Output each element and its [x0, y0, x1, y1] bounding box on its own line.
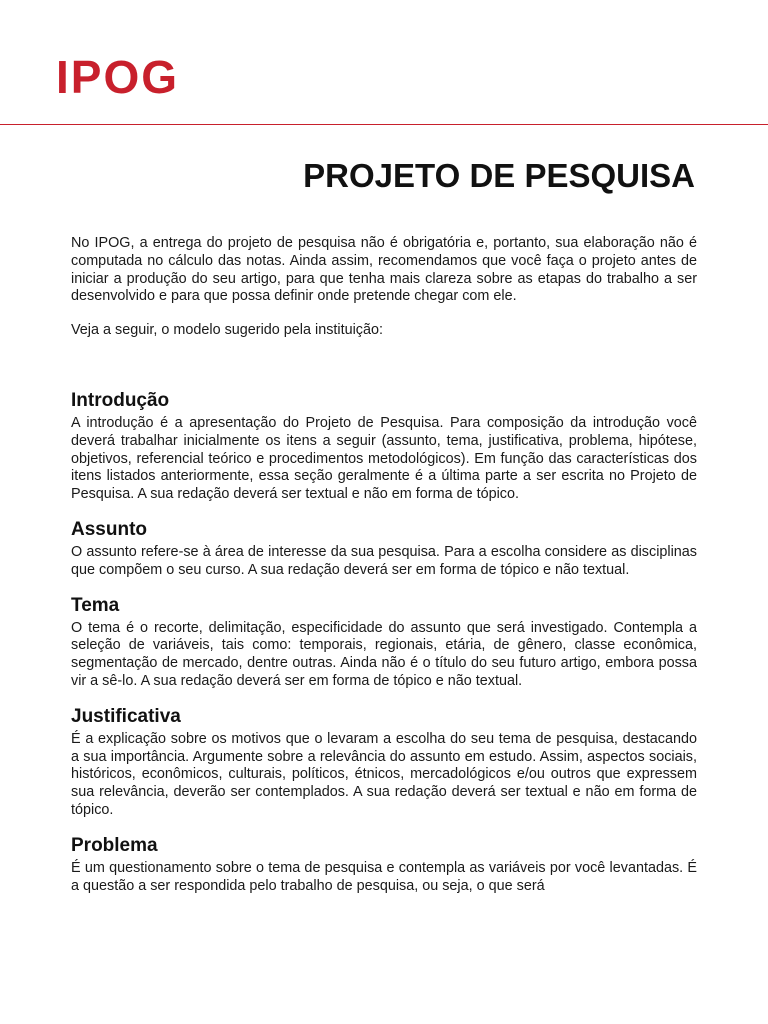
intro-paragraph-1: No IPOG, a entrega do projeto de pesquisa não é obrigatória e, portanto, sua elaboração não é computada no cálculo das notas. Ainda assim, recomendamos que você faça o projeto antes de iniciar a produção do seu artigo, para que tenha mais clareza sobre as etapas do trabalho a ser desenvolvido e para que possa definir onde pretende chegar com ele.: [71, 235, 697, 305]
document-title: PROJETO DE PESQUISA: [303, 157, 695, 194]
ipog-logo: IPOG: [56, 51, 180, 103]
section-heading-introducao: Introdução: [71, 389, 170, 411]
section-heading-justificativa: Justificativa: [71, 705, 181, 727]
section-body-introducao: A introdução é a apresentação do Projeto de Pesquisa. Para composição da introdução você deverá trabalhar inicialmente os itens a seguir (assunto, tema, justificativa, problema, hipótese, objetivos, referencial teórico e procedimentos metodológicos). Em função das características dos itens listados anteriormente, essa seção geralmente é a última parte a ser escrita no Projeto de Pesquisa. A sua redação deverá ser textual e não em forma de tópico.: [71, 414, 697, 503]
section-heading-problema: Problema: [71, 834, 158, 856]
document-body: [71, 235, 697, 895]
header-divider: [0, 124, 768, 125]
intro-paragraph-2: Veja a seguir, o modelo sugerido pela instituição:: [71, 322, 383, 339]
section-body-problema: É um questionamento sobre o tema de pesquisa e contempla as variáveis por você levantadas. É a questão a ser respondida pelo trabalho de pesquisa, ou seja, o que será: [71, 859, 697, 894]
section-body-tema: O tema é o recorte, delimitação, especificidade do assunto que será investigado. Contempla a seleção de variáveis, tais como: temporais, regionais, etária, de gênero, classe econômica, segmentação de mercado, dentre outras. Ainda não é o título do seu futuro artigo, embora possa vir a sê-lo. A sua redação deverá ser em forma de tópico e não textual.: [71, 619, 697, 689]
section-body-assunto: O assunto refere-se à área de interesse da sua pesquisa. Para a escolha considere as disciplinas que compõem o seu curso. A sua redação deverá ser em forma de tópico e não textual.: [71, 543, 697, 578]
section-heading-assunto: Assunto: [71, 518, 147, 540]
section-body-justificativa: É a explicação sobre os motivos que o levaram a escolha do seu tema de pesquisa, destacando a sua importância. Argumente sobre a relevância do assunto em estudo. Assim, aspectos sociais, históricos, econômicos, culturais, políticos, étnicos, mercadológicos e/ou outros que expressem sua relevância, deverão ser contemplados. A sua redação deverá ser textual e não em forma de tópico.: [71, 730, 697, 818]
section-heading-tema: Tema: [71, 594, 120, 616]
